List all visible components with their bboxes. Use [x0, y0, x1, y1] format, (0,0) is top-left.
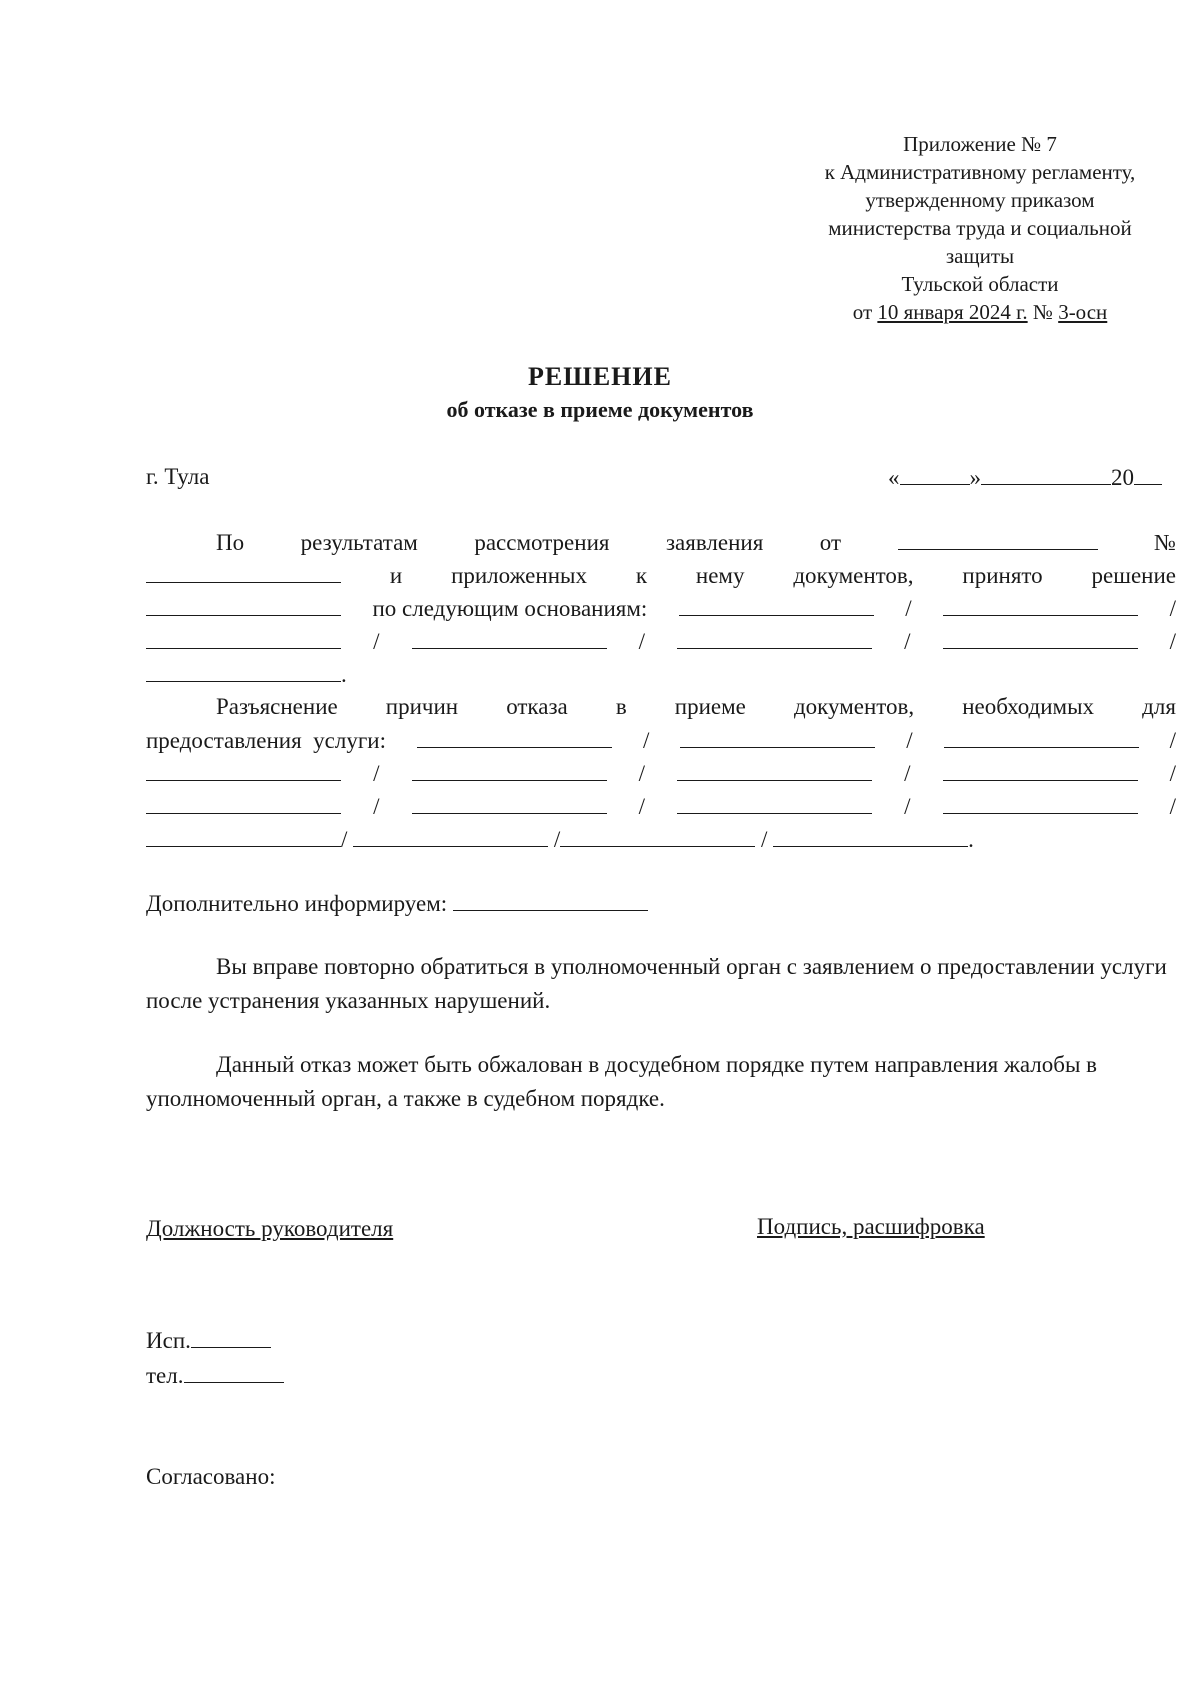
decision-line-2: и приложенных к нему документов, принято решение: [146, 560, 1176, 591]
ground-blank[interactable]: [943, 593, 1138, 616]
appendix-header: [770, 130, 1190, 326]
reapply-paragraph: Вы вправе повторно обратиться в уполномоченный орган с заявлением о предоставлении услуги после устранения указанных нарушений.: [146, 954, 1167, 1013]
reason-blank[interactable]: [943, 791, 1138, 814]
appendix-line: министерства труда и социальной: [828, 216, 1132, 240]
decision-line-5: .: [146, 659, 347, 690]
ground-blank[interactable]: [679, 593, 874, 616]
reason-blank[interactable]: [412, 758, 607, 781]
day-blank[interactable]: [900, 462, 970, 485]
month-blank[interactable]: [981, 462, 1111, 485]
reason-blank[interactable]: [146, 824, 341, 847]
reason-blank[interactable]: [677, 758, 872, 781]
reason-blank[interactable]: [146, 791, 341, 814]
additional-info-blank[interactable]: [453, 888, 648, 911]
year-blank[interactable]: [1134, 462, 1162, 485]
executor-line: Исп.: [146, 1325, 271, 1356]
ground-blank[interactable]: [146, 659, 341, 682]
phone-blank[interactable]: [184, 1360, 284, 1383]
agreed-label: Согласовано:: [146, 1464, 276, 1489]
ground-blank[interactable]: [412, 626, 607, 649]
application-date-blank[interactable]: [898, 527, 1098, 550]
reason-blank[interactable]: [677, 791, 872, 814]
reason-blank[interactable]: [353, 824, 548, 847]
ground-blank[interactable]: [146, 626, 341, 649]
ground-blank[interactable]: [943, 626, 1138, 649]
appendix-line: к Административному регламенту,: [824, 160, 1136, 184]
appendix-date-line: от 10 января 2024 г. № 3-осн: [852, 300, 1108, 324]
city: г. Тула: [146, 464, 210, 489]
decision-line-1: По результатам рассмотрения заявления от №: [146, 527, 1176, 558]
document-title: РЕШЕНИЕ: [528, 362, 672, 391]
additional-info: Дополнительно информируем:: [146, 888, 648, 919]
explanation-line-5: / / / .: [146, 824, 974, 855]
reason-blank[interactable]: [773, 824, 968, 847]
decision-line-3: по следующим основаниям: / /: [146, 593, 1176, 624]
executor-blank[interactable]: [191, 1325, 271, 1348]
reason-blank[interactable]: [680, 725, 875, 748]
signature-decoding: Подпись, расшифровка: [757, 1214, 985, 1239]
explanation-line-3: / / / /: [146, 758, 1176, 789]
head-position: Должность руководителя: [146, 1216, 394, 1241]
appendix-line: Тульской области: [901, 272, 1059, 296]
document-subtitle: об отказе в приеме документов: [446, 397, 754, 422]
reason-blank[interactable]: [944, 725, 1139, 748]
explanation-line-2: предоставления услуги: / / /: [146, 725, 1176, 756]
reason-blank[interactable]: [412, 791, 607, 814]
appendix-number: Приложение № 7: [903, 132, 1057, 156]
reason-blank[interactable]: [146, 758, 341, 781]
reason-blank[interactable]: [560, 824, 755, 847]
explanation-line-1: Разъяснение причин отказа в приеме документов, необходимых для: [216, 694, 1176, 719]
explanation-line-4: / / / /: [146, 791, 1176, 822]
phone-line: тел.: [146, 1360, 284, 1391]
appeal-paragraph: Данный отказ может быть обжалован в досудебном порядке путем направления жалобы в уполномоченный орган, а также в судебном порядке.: [146, 1052, 1098, 1111]
date-field: « » 20: [888, 462, 1162, 493]
order-number: 3-осн: [1058, 300, 1108, 324]
appendix-line: защиты: [945, 244, 1015, 268]
application-number-blank[interactable]: [146, 560, 341, 583]
decision-blank[interactable]: [146, 593, 341, 616]
reason-blank[interactable]: [417, 725, 612, 748]
ground-blank[interactable]: [677, 626, 872, 649]
appendix-line: утвержденному приказом: [865, 188, 1095, 212]
order-date: 10 января 2024 г.: [877, 300, 1028, 324]
reason-blank[interactable]: [943, 758, 1138, 781]
decision-line-4: / / / /: [146, 626, 1176, 657]
